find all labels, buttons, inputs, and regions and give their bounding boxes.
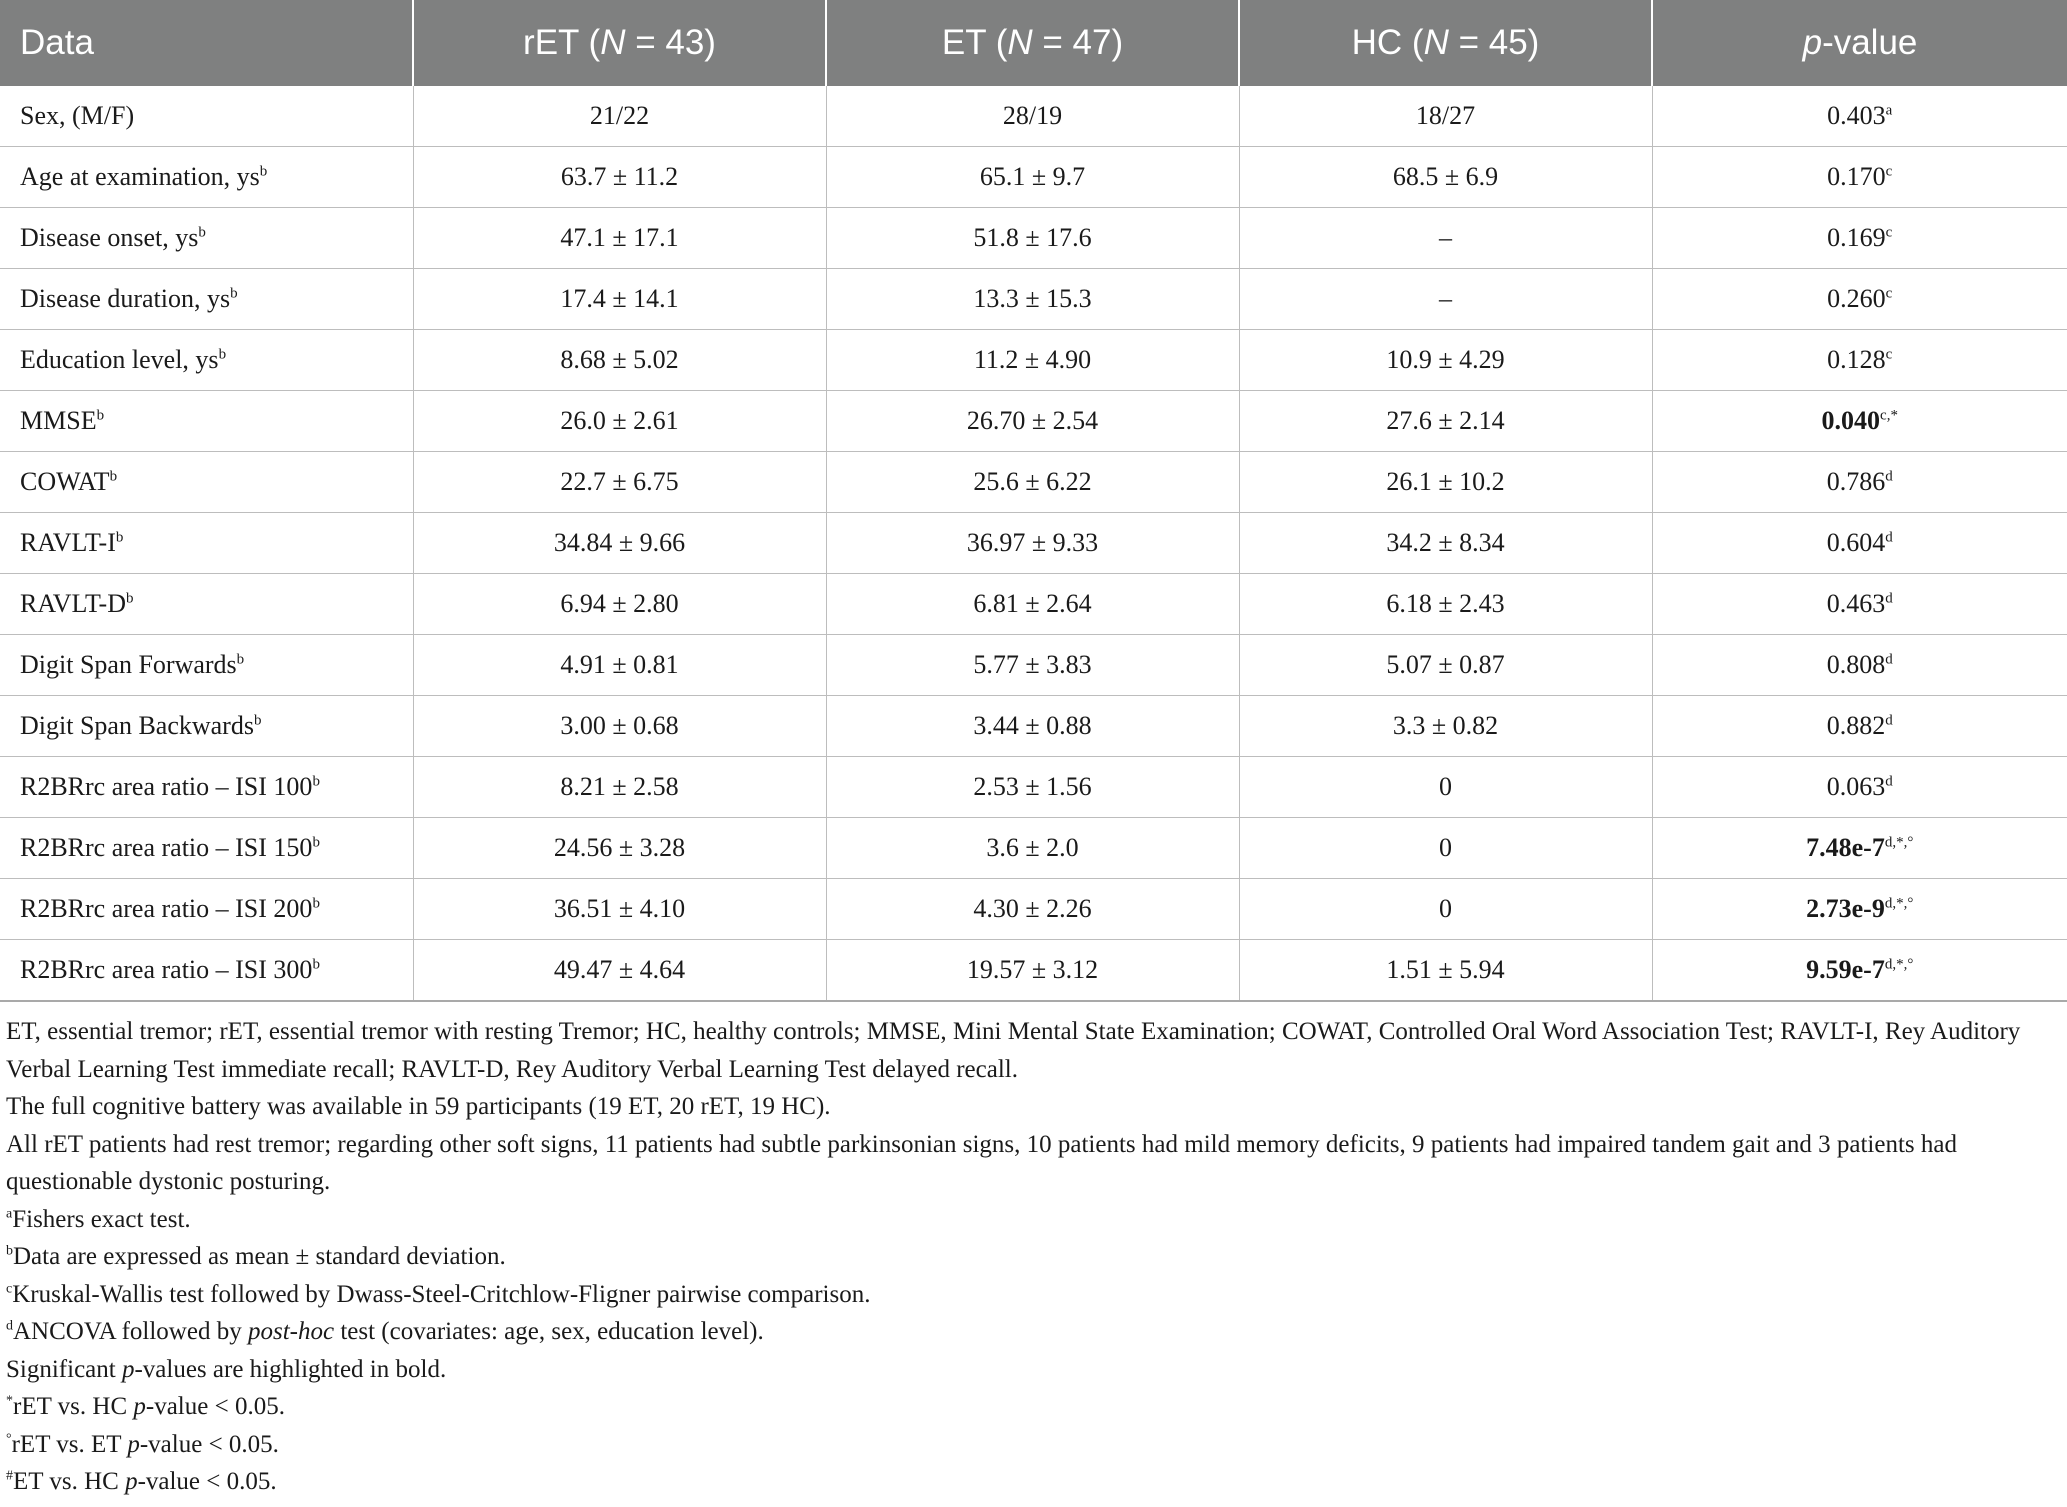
row-label-cell (0, 574, 413, 635)
table-header (0, 0, 2067, 86)
cell-ret: 26.0 ± 2.61 (413, 391, 826, 452)
cell-et: 2.53 ± 1.56 (826, 757, 1239, 818)
row-label-cell (0, 696, 413, 757)
row-label-footnote: b (253, 712, 262, 729)
cell-ret: 8.68 ± 5.02 (413, 330, 826, 391)
row-label-cell (0, 879, 413, 940)
cell-hc: 10.9 ± 4.29 (1239, 330, 1652, 391)
footnote-text: rET vs. ET (11, 1430, 128, 1458)
cell-et: 19.57 ± 3.12 (826, 940, 1239, 1002)
pvalue-footnote: d (1885, 590, 1893, 607)
table-body (0, 86, 2067, 1001)
header-text: Data (20, 23, 94, 62)
cell-pvalue (1652, 574, 2067, 635)
cell-ret: 36.51 ± 4.10 (413, 879, 826, 940)
cell-ret: 24.56 ± 3.28 (413, 818, 826, 879)
pvalue-footnote: d (1885, 712, 1893, 729)
pvalue-footnote: c (1885, 346, 1893, 363)
pvalue-text: 0.170 (1827, 162, 1886, 191)
row-label-footnote: b (96, 407, 105, 424)
pvalue-text: 0.808 (1826, 650, 1886, 679)
row-label-footnote: b (312, 834, 320, 851)
cell-hc: 0 (1239, 879, 1652, 940)
footnote-text: p (127, 1430, 140, 1458)
footnote-text: post-hoc (247, 1318, 335, 1345)
cell-pvalue (1652, 513, 2067, 574)
row-label-footnote: b (115, 529, 124, 546)
footnote-text: ANCOVA followed by (13, 1318, 248, 1345)
header-italic: N (1423, 23, 1449, 62)
cell-et: 13.3 ± 15.3 (826, 269, 1239, 330)
pvalue-footnote: d,*,° (1884, 834, 1914, 851)
table-row (0, 269, 2067, 330)
col-ret-header (413, 0, 826, 86)
cell-pvalue (1652, 818, 2067, 879)
cell-ret: 8.21 ± 2.58 (413, 757, 826, 818)
row-label-cell (0, 208, 413, 269)
cell-et: 36.97 ± 9.33 (826, 513, 1239, 574)
cell-ret: 4.91 ± 0.81 (413, 635, 826, 696)
cell-et: 25.6 ± 6.22 (826, 452, 1239, 513)
table-row (0, 452, 2067, 513)
pvalue-footnote: c (1885, 163, 1893, 180)
header-text: ET ( (941, 23, 1008, 62)
cell-hc: 0 (1239, 818, 1652, 879)
footnote-text: -values are highlighted in bold. (134, 1355, 447, 1383)
row-label: Digit Span Forwards (20, 650, 237, 679)
row-label-cell (0, 940, 413, 1002)
table-row (0, 86, 2067, 147)
row-label-footnote: b (198, 224, 206, 241)
table-row (0, 696, 2067, 757)
cell-ret: 17.4 ± 14.1 (413, 269, 826, 330)
pvalue-text: 0.128 (1827, 345, 1886, 374)
row-label-cell (0, 818, 413, 879)
col-et-header (826, 0, 1239, 86)
footnote-text: p (125, 1468, 138, 1495)
pvalue-text: 0.604 (1826, 528, 1886, 557)
cell-et: 65.1 ± 9.7 (826, 147, 1239, 208)
table-row (0, 757, 2067, 818)
cell-ret: 22.7 ± 6.75 (413, 452, 826, 513)
table-row (0, 513, 2067, 574)
footnote-text: test (covariates: age, sex, education level). (334, 1318, 764, 1345)
cell-et: 5.77 ± 3.83 (826, 635, 1239, 696)
header-text: HC ( (1351, 23, 1424, 62)
cell-pvalue (1652, 147, 2067, 208)
pvalue-text: 2.73e-9 (1806, 894, 1885, 923)
table-row (0, 330, 2067, 391)
row-label-cell (0, 391, 413, 452)
footnote (6, 1426, 2061, 1464)
footnote (6, 1276, 2061, 1314)
footnote (6, 1126, 2061, 1201)
row-label-cell (0, 330, 413, 391)
footnote-text: p (133, 1393, 146, 1420)
cell-hc: 3.3 ± 0.82 (1239, 696, 1652, 757)
cell-pvalue (1652, 208, 2067, 269)
pvalue-footnote: d (1885, 651, 1893, 668)
cell-pvalue (1652, 86, 2067, 147)
row-label-cell (0, 513, 413, 574)
table-row (0, 391, 2067, 452)
cell-et: 28/19 (826, 86, 1239, 147)
footnote-marker: b (6, 1243, 13, 1259)
cell-pvalue (1652, 757, 2067, 818)
row-label: R2BRrc area ratio – ISI 150 (20, 833, 313, 862)
row-label-footnote: b (125, 590, 134, 607)
cell-pvalue (1652, 635, 2067, 696)
footnote-text: -value < 0.05. (139, 1430, 279, 1458)
row-label: Education level, ys (20, 345, 219, 374)
cell-hc: 26.1 ± 10.2 (1239, 452, 1652, 513)
footnote-text: All rET patients had rest tremor; regarding other soft signs, 11 patients had subtle parkinsonian signs, 10 patients had mild memory deficits, 9 patients had impaired tandem gait and 3 patients had questionable dystonic posturing. (6, 1130, 1957, 1195)
pvalue-text: 0.040 (1821, 406, 1881, 435)
cell-pvalue (1652, 269, 2067, 330)
header-italic: N (600, 23, 626, 62)
footnote (6, 1313, 2061, 1351)
col-pvalue-header (1652, 0, 2067, 86)
pvalue-text: 0.403 (1827, 101, 1886, 130)
cell-et: 3.44 ± 0.88 (826, 696, 1239, 757)
cell-hc: 18/27 (1239, 86, 1652, 147)
cell-ret: 49.47 ± 4.64 (413, 940, 826, 1002)
cell-ret: 3.00 ± 0.68 (413, 696, 826, 757)
footnote-text: Fishers exact test. (12, 1205, 191, 1233)
pvalue-text: 7.48e-7 (1806, 833, 1885, 862)
footnote-text: The full cognitive battery was available in 59 participants (19 ET, 20 rET, 19 HC). (6, 1093, 831, 1120)
header-row (0, 0, 2067, 86)
row-label: Digit Span Backwards (20, 711, 254, 740)
pvalue-text: 0.786 (1826, 467, 1886, 496)
row-label-footnote: b (259, 163, 268, 180)
row-label: R2BRrc area ratio – ISI 100 (20, 772, 313, 801)
row-label: Sex, (M/F) (20, 101, 135, 130)
row-label-cell (0, 635, 413, 696)
row-label: MMSE (20, 406, 97, 435)
footnote-marker: * (6, 1393, 13, 1409)
col-hc-header (1239, 0, 1652, 86)
pvalue-footnote: c,* (1880, 407, 1898, 424)
table-row (0, 208, 2067, 269)
table-row (0, 818, 2067, 879)
pvalue-text: 0.063 (1826, 772, 1886, 801)
col-data-header (0, 0, 413, 86)
cell-ret: 21/22 (413, 86, 826, 147)
footnote (6, 1351, 2061, 1389)
cell-hc: 6.18 ± 2.43 (1239, 574, 1652, 635)
pvalue-footnote: d (1885, 773, 1893, 790)
header-italic: p (1802, 23, 1823, 62)
cell-pvalue (1652, 330, 2067, 391)
row-label-footnote: b (312, 895, 320, 912)
pvalue-footnote: d (1885, 529, 1893, 546)
row-label-footnote: b (312, 773, 320, 790)
header-text: -value (1822, 23, 1918, 62)
row-label: Disease duration, ys (20, 284, 231, 313)
row-label: COWAT (20, 467, 110, 496)
cell-hc: 0 (1239, 757, 1652, 818)
cell-pvalue (1652, 940, 2067, 1002)
table-row (0, 879, 2067, 940)
cell-pvalue (1652, 391, 2067, 452)
table-row (0, 635, 2067, 696)
cell-hc: 5.07 ± 0.87 (1239, 635, 1652, 696)
cell-hc: – (1239, 208, 1652, 269)
cell-pvalue (1652, 452, 2067, 513)
header-text: rET ( (523, 23, 601, 62)
row-label: Disease onset, ys (20, 223, 199, 252)
row-label-footnote: b (230, 285, 238, 302)
header-text: = 43) (625, 23, 716, 62)
footnote-marker: a (6, 1206, 13, 1222)
cell-et: 3.6 ± 2.0 (826, 818, 1239, 879)
pvalue-footnote: c (1885, 285, 1893, 302)
pvalue-footnote: a (1885, 102, 1893, 119)
footnote-marker: # (6, 1468, 13, 1484)
cell-et: 11.2 ± 4.90 (826, 330, 1239, 391)
pvalue-footnote: d,*,° (1884, 956, 1914, 973)
footnote (6, 1388, 2061, 1426)
cell-et: 4.30 ± 2.26 (826, 879, 1239, 940)
pvalue-text: 0.169 (1827, 223, 1886, 252)
cell-et: 51.8 ± 17.6 (826, 208, 1239, 269)
footnote-text: Kruskal-Wallis test followed by Dwass-Steel-Critchlow-Fligner pairwise comparison. (12, 1280, 871, 1308)
header-text: = 45) (1448, 23, 1540, 62)
cell-pvalue (1652, 879, 2067, 940)
footnote-text: rET vs. HC (13, 1393, 134, 1420)
cell-hc: 27.6 ± 2.14 (1239, 391, 1652, 452)
cell-ret: 34.84 ± 9.66 (413, 513, 826, 574)
footnote-text: -value < 0.05. (145, 1393, 285, 1420)
cell-hc: 34.2 ± 8.34 (1239, 513, 1652, 574)
footnote-marker: ° (6, 1431, 12, 1447)
cell-ret: 47.1 ± 17.1 (413, 208, 826, 269)
pvalue-text: 9.59e-7 (1806, 955, 1885, 984)
cell-ret: 63.7 ± 11.2 (413, 147, 826, 208)
row-label-footnote: b (218, 346, 227, 363)
footnote (6, 1238, 2061, 1276)
footnote (6, 1013, 2061, 1088)
table-footnotes (0, 1002, 2067, 1501)
row-label-footnote: b (312, 956, 320, 973)
table-row (0, 940, 2067, 1002)
footnote-marker: c (6, 1281, 13, 1297)
footnote-text: p (121, 1355, 135, 1383)
row-label-cell (0, 269, 413, 330)
pvalue-footnote: c (1885, 224, 1893, 241)
cell-ret: 6.94 ± 2.80 (413, 574, 826, 635)
cell-et: 6.81 ± 2.64 (826, 574, 1239, 635)
row-label-footnote: b (109, 468, 118, 485)
row-label-footnote: b (236, 651, 245, 668)
table-row (0, 574, 2067, 635)
row-label-cell (0, 86, 413, 147)
footnote (6, 1463, 2061, 1501)
cell-hc: – (1239, 269, 1652, 330)
cell-hc: 68.5 ± 6.9 (1239, 147, 1652, 208)
row-label-cell (0, 147, 413, 208)
pvalue-text: 0.260 (1827, 284, 1886, 313)
pvalue-footnote: d,*,° (1884, 895, 1914, 912)
table-row (0, 147, 2067, 208)
footnote-text: ET vs. HC (13, 1468, 126, 1495)
footnote (6, 1201, 2061, 1239)
footnote-text: Data are expressed as mean ± standard deviation. (13, 1243, 506, 1270)
footnote-text: Significant (6, 1355, 122, 1383)
cell-hc: 1.51 ± 5.94 (1239, 940, 1652, 1002)
footnote-text: ET, essential tremor; rET, essential tremor with resting Tremor; HC, healthy controls; MMSE, Mini Mental State Examination; COWAT, Controlled Oral Word Association Test; RAVLT-I, Rey Auditory Verbal Learning Test immediate recall; RAVLT-D, Rey Auditory Verbal Learning Test delayed recall. (6, 1018, 2021, 1083)
row-label-cell (0, 757, 413, 818)
footnote (6, 1088, 2061, 1126)
footnote-marker: d (6, 1318, 13, 1334)
row-label: Age at examination, ys (20, 162, 260, 191)
cell-et: 26.70 ± 2.54 (826, 391, 1239, 452)
pvalue-text: 0.463 (1826, 589, 1886, 618)
header-text: = 47) (1032, 23, 1124, 62)
row-label: R2BRrc area ratio – ISI 200 (20, 894, 313, 923)
cell-pvalue (1652, 696, 2067, 757)
pvalue-text: 0.882 (1826, 711, 1886, 740)
row-label-cell (0, 452, 413, 513)
row-label: RAVLT-D (20, 589, 126, 618)
header-italic: N (1007, 23, 1033, 62)
row-label: R2BRrc area ratio – ISI 300 (20, 955, 313, 984)
footnote-text: -value < 0.05. (137, 1468, 277, 1495)
row-label: RAVLT-I (20, 528, 116, 557)
pvalue-footnote: d (1885, 468, 1893, 485)
